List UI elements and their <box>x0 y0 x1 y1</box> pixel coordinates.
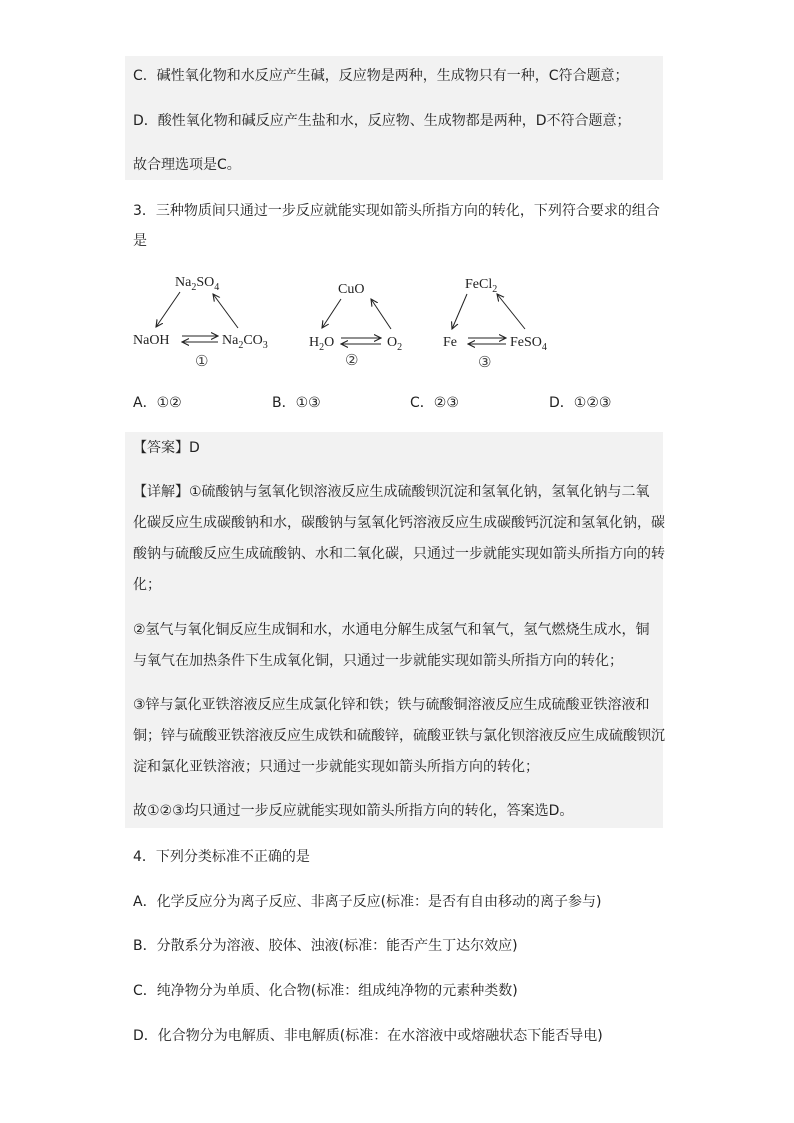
q3-detail-line: 【详解】①硫酸钠与氢氧化钡溶液反应生成硫酸钡沉淀和氢氧化钠，氢氧化钠与二氧 <box>133 484 650 500</box>
q4-option-d[interactable]: D．化合物分为电解质、非电解质(标准：在水溶液中或熔融状态下能否导电) <box>133 1028 603 1044</box>
diagram-1-left-formula: NaOH <box>133 333 170 348</box>
q3-detail-line: ②氢气与氧化铜反应生成铜和水，水通电分解生成氢气和氧气，氢气燃烧生成水，铜 <box>133 622 650 638</box>
q3-detail-line: ③锌与氯化亚铁溶液反应生成氯化锌和铁；铁与硫酸铜溶液反应生成硫酸亚铁溶液和 <box>133 697 650 713</box>
diagram-2-left-formula: $H_2O$ <box>309 335 335 353</box>
q3-detail-line: 故①②③均只通过一步反应就能实现如箭头所指方向的转化，答案选D。 <box>133 803 574 819</box>
diagram-1-top-formula: $Na_2SO_4$ <box>175 275 220 293</box>
conversion-diagrams-svg <box>125 265 585 375</box>
diagram-2-top-formula: CuO <box>338 282 365 297</box>
q3-detail-line: 化； <box>133 577 161 593</box>
q3-detail-line: 化碳反应生成碳酸钠和水，碳酸钠与氢氧化钙溶液反应生成碳酸钙沉淀和氢氧化钠，碳 <box>133 515 665 531</box>
q3-diagrams <box>125 265 585 379</box>
diagram-3-top-formula: FeCl$_2$ <box>465 277 498 295</box>
diagram-3-right-formula: FeSO$_4$ <box>510 335 547 353</box>
diagram-1 <box>133 275 268 370</box>
q3-detail-line: 酸钠与硫酸反应生成硫酸钠、水和二氧化碳，只通过一步就能实现如箭头所指方向的转 <box>133 546 665 562</box>
diagram-2-right-formula: $O_2$ <box>387 335 403 353</box>
arrow-right-to-top <box>371 299 391 329</box>
q3-answer: 【答案】D <box>133 440 200 456</box>
diagram-2 <box>309 282 402 369</box>
diagram-2-label: ② <box>345 351 359 369</box>
q4-option-a[interactable]: A．化学反应分为离子反应、非离子反应(标准：是否有自由移动的离子参与) <box>133 894 602 910</box>
q3-option-c[interactable]: C．②③ <box>410 395 459 411</box>
q3-stem-line-1: 3．三种物质间只通过一步反应就能实现如箭头所指方向的转化，下列符合要求的组合 <box>133 203 660 219</box>
arrow-top-to-left <box>322 299 341 328</box>
arrow-top-to-left <box>156 292 180 327</box>
arrow-right-to-top <box>497 294 525 329</box>
q4-stem: 4．下列分类标准不正确的是 <box>133 849 310 865</box>
prev-conclusion: 故合理选项是C。 <box>133 157 241 173</box>
q3-detail-line: 与氧气在加热条件下生成氧化铜，只通过一步就能实现如箭头所指方向的转化； <box>133 653 623 669</box>
q3-stem-line-2: 是 <box>133 233 147 249</box>
arrow-top-to-left <box>452 294 467 329</box>
q3-option-a[interactable]: A．①② <box>133 395 182 411</box>
q3-detail-line: 铜；锌与硫酸亚铁溶液反应生成铁和硫酸锌，硫酸亚铁与氯化钡溶液反应生成硫酸钡沉 <box>133 728 665 744</box>
q3-detail-line: 淀和氯化亚铁溶液；只通过一步就能实现如箭头所指方向的转化； <box>133 759 539 775</box>
prev-option-d-explanation: D．酸性氧化物和碱反应产生盐和水，反应物、生成物都是两种，D不符合题意； <box>133 113 631 129</box>
q3-option-d[interactable]: D．①②③ <box>549 395 612 411</box>
prev-option-c-explanation: C．碱性氧化物和水反应产生碱，反应物是两种，生成物只有一种，C符合题意； <box>133 68 629 84</box>
diagram-1-label: ① <box>195 352 209 370</box>
diagram-1-right-formula: $Na_2CO_3$ <box>222 333 268 351</box>
q4-option-c[interactable]: C．纯净物分为单质、化合物(标准：组成纯净物的元素种类数) <box>133 983 518 999</box>
arrow-right-to-top <box>213 294 238 328</box>
diagram-3-left-formula: Fe <box>443 335 457 350</box>
q3-option-b[interactable]: B．①③ <box>272 395 321 411</box>
diagram-3 <box>443 277 547 371</box>
diagram-3-label: ③ <box>478 353 492 371</box>
q4-option-b[interactable]: B．分散系分为溶液、胶体、浊液(标准：能否产生丁达尔效应) <box>133 938 518 954</box>
